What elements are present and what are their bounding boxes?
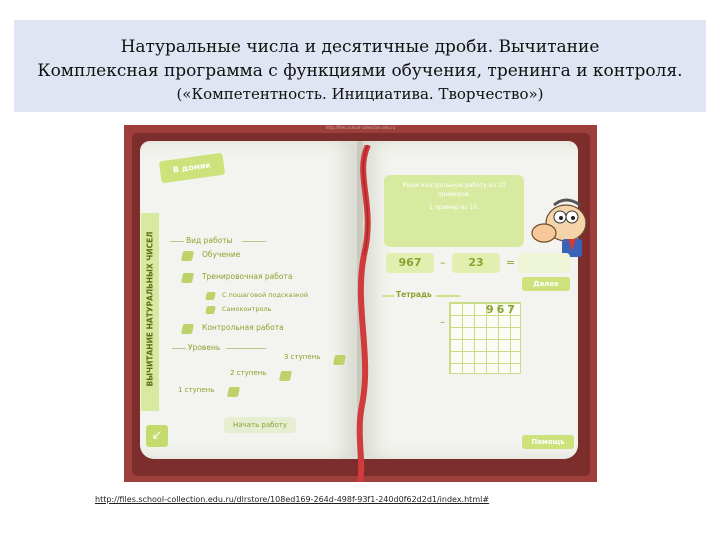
level-2-label[interactable]: 2 ступень [230,369,267,377]
checkbox-icon[interactable] [227,387,240,397]
checkbox-icon[interactable] [333,355,346,365]
equals-sign: = [506,256,516,269]
window-title: http://files.school-collection.edu.ru [325,125,396,130]
task-line-2: 1 пример из 10. [429,204,479,211]
slide-title-box [14,20,706,112]
task-text [386,181,522,212]
option-training[interactable]: Обучение [202,250,241,259]
home-tab[interactable]: В домик [159,153,225,184]
title-line-3: («Компетентность. Инициатива. Творчество») [176,85,544,103]
task-line-1: Реши контрольную работу из 10 примеров. [402,182,506,198]
levels-title: Уровень [188,343,221,352]
checkbox-icon[interactable] [181,251,194,261]
grid-number: 967 [486,303,518,316]
divider [436,295,460,297]
divider [226,348,266,349]
checkbox-icon[interactable] [205,306,216,314]
title-line-1: Натуральные числа и десятичные дроби. Вычитание [120,37,600,57]
start-button[interactable]: Начать работу [224,417,296,433]
checkbox-icon[interactable] [205,292,216,300]
operand-b: 23 [452,253,500,273]
work-type-title: Вид работы [186,236,233,245]
level-3-label[interactable]: 3 ступень [284,353,321,361]
checkbox-icon[interactable] [279,371,292,381]
option-practice[interactable]: Тренировочная работа [202,272,293,281]
bookmark-ribbon-icon [346,145,386,482]
divider [170,241,184,242]
help-button[interactable]: Помощь [522,435,574,449]
minus-sign: – [440,256,446,269]
grid-minus: – [440,317,445,328]
checkbox-icon[interactable] [181,273,194,283]
operand-a: 967 [386,253,434,273]
option-control[interactable]: Контрольная работа [202,323,284,332]
checkbox-icon[interactable] [181,324,194,334]
left-page [140,141,358,459]
sidebar-label: ВЫЧИТАНИЕ НАТУРАЛЬНЫХ ЧИСЕЛ [145,231,155,387]
option-self-check[interactable]: Самоконтроль [222,305,272,313]
divider [242,241,266,242]
source-link[interactable]: http://files.school-collection.edu.ru/dlrstore/108ed169-264d-498f-93f1-240d0f62d2d1/index.html# [95,495,490,504]
title-line-2: Комплексная программа с функциями обучения, тренинга и контроля. [37,61,683,81]
arrow-down-left-icon[interactable]: ↙ [146,425,168,447]
app-screenshot [124,125,597,482]
level-1-label[interactable]: 1 ступень [178,386,215,394]
notebook-title: Тетрадь [396,290,432,299]
answer-input[interactable] [518,253,570,273]
option-with-hint[interactable]: С пошаговой подсказкой [222,291,309,299]
next-button[interactable]: Далее [522,277,570,291]
divider [172,348,186,349]
